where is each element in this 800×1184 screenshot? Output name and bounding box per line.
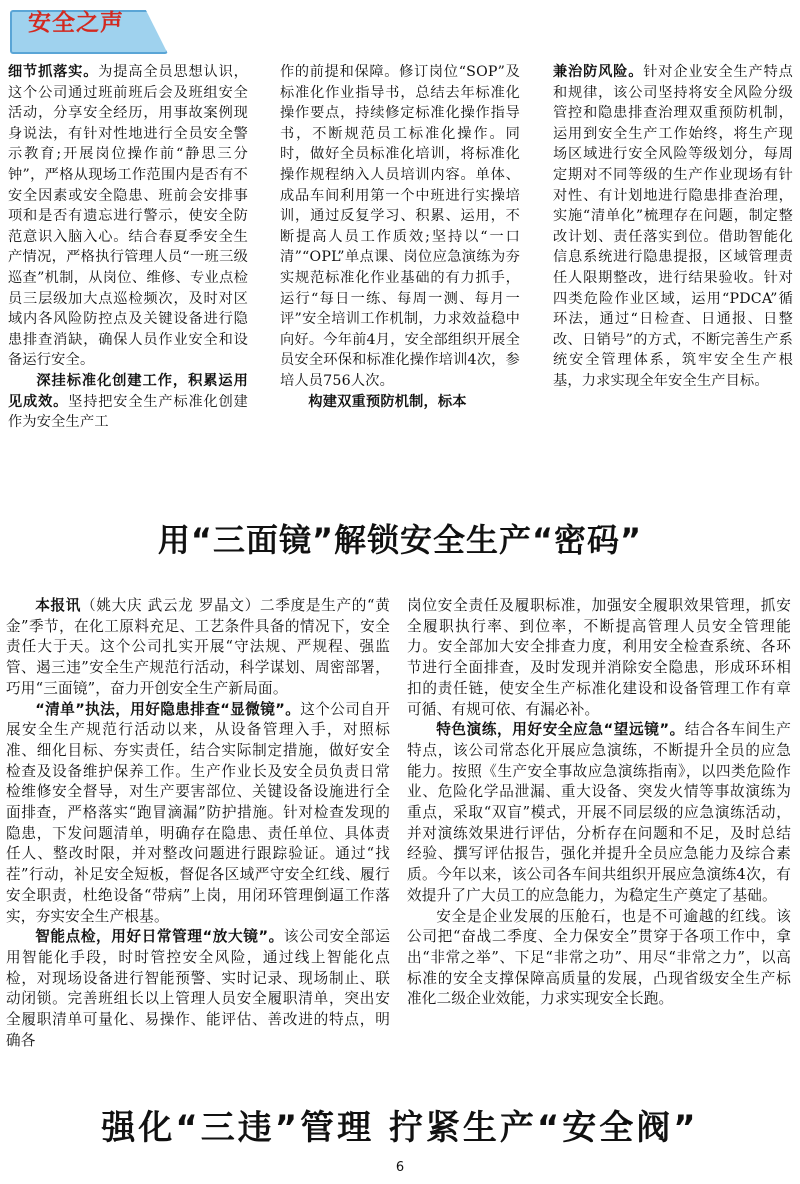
top-article-column-1 — [8, 62, 248, 433]
section-badge-label: 安全之声 — [28, 10, 124, 36]
paragraph-text: 安全是企业发展的压舱石，也是不可逾越的红线。该公司把“奋战二季度、全力保安全”贯穿于各项工作中，拿出“非常之举”、下足“非常之功”、用尽“非常之力”，以高标准的安全支撑保障高质量的发展，凸现省级安全生产标准化二级企业效能，力求实现安全长跑。 — [407, 907, 791, 1008]
paragraph-lead: 兼治防风险。 — [553, 64, 644, 80]
paragraph-text: 为提高全员思想认识，这个公司通过班前班后会及班组安全活动，分享安全经历，用事故案例现身说法，有针对性地进行全员安全警示教育;开展岗位操作前“静思三分钟”，严格从现场工作范围内是否有不安全因素或安全隐患、班前会安排事项和是否有遗忘进行警示，使安全防范意识入脑入心。结合春夏季安全生产情况，严格执行管理人员“一班三级巡查”机制，从岗位、维修、专业点检员三层级加大点巡检频次，及时对区域内各风险防控点及关键设备进行隐患排查消缺，确保人员作业安全和设备运行安全。 — [8, 64, 248, 369]
paragraph-lead: 本报讯 — [35, 597, 82, 614]
paragraph — [407, 596, 791, 720]
paragraph-text: 坚持把安全生产标准化创建作为安全生产工 — [8, 393, 248, 431]
paragraph — [8, 371, 248, 433]
paragraph-lead: 细节抓落实。 — [8, 64, 99, 80]
page-number: 6 — [395, 1160, 405, 1175]
paragraph — [407, 720, 791, 906]
paragraph-lead: 构建双重预防机制，标本 — [308, 393, 467, 410]
paragraph — [8, 62, 248, 371]
top-article-column-3 — [553, 62, 793, 392]
bottom-headline: 强化“三违”管理 拧紧生产“安全阀” — [101, 1108, 699, 1148]
paragraph-lead: 深挂标准化创建工作，积累运用见成效。 — [8, 372, 248, 410]
paragraph-text: （姚大庆 武云龙 罗晶文）二季度是生产的“黄金”季节，在化工原料充足、工艺条件具备的情况下，安全责任大于天。这个公司扎实开展“守法规、严规程、强监管、遏三违”安全生产规范行活动，科学谋划、周密部署，巧用“三面镜”，奋力开创安全生产新局面。 — [6, 597, 390, 697]
paragraph-text: 岗位安全责任及履职标准，加强安全履职效果管理，抓安全履职执行率、到位率，不断提高管理人员安全管理能力。安全部加大安全排查力度，利用安全检查系统、各环节进行全面排查，及时发现并消除安全隐患，形成环环相扣的责任链，使安全生产标准化建设和设备管理工作有章可循、有规可依、有漏必补。 — [407, 597, 791, 718]
paragraph-lead: 特色演练，用好安全应急“望远镜”。 — [436, 721, 685, 739]
paragraph — [407, 907, 791, 1011]
top-article-column-2 — [280, 62, 520, 412]
paragraph-text: 作的前提和保障。修订岗位“SOP”及标准化作业指导书，总结去年标准化操作要点，持续修定标准化操作指导书，不断规范员工标准化操作。同时，做好全员标准化培训，将标准化操作规程纳入人员培训内容。单体、成品车间利用第一个中班进行实操培训，通过反复学习、积累、运用，不断提高人员工作质效;坚持以“一口清”“OPL”单点课、岗位应急演练为夯实规范标准化作业基础的有力抓手，运行“每日一练、每周一测、每月一评”安全培训工作机制，力求效益稳中向好。今年前4月，安全部组织开展全员安全环保和标准化操作培训4次，参培人员756人次。 — [280, 64, 520, 389]
paragraph — [280, 62, 520, 392]
paragraph — [6, 700, 390, 928]
paragraph-lead: “清单”执法，用好隐患排查“显微镜”。 — [35, 700, 301, 718]
paragraph-text: 这个公司自开展安全生产规范行活动以来，从设备管理入手，对照标准、细化目标、夯实责任，结合实际制定措施，做好安全检查及设备维护保养工作。生产作业长及安全员负责日常检维修安全督导，对生产要害部位、关键设备设施进行全面排查，严格落实“跑冒滴漏”防护措施。针对检查发现的隐患，下发问题清单，明确存在隐患、责任单位、具体责任人、整改时限，并对整改问题进行跟踪验证。通过“找茬”行动，补足安全短板，督促各区域严守安全红线、履行安全职责，杜绝设备“带病”上岗，用闭环管理倒逼工作落实，夯实安全生产根基。 — [6, 700, 391, 925]
paragraph — [553, 62, 793, 392]
paragraph-lead: 智能点检，用好日常管理“放大镜”。 — [35, 928, 284, 946]
paragraph — [6, 596, 390, 700]
main-article-column-1 — [6, 596, 390, 1051]
paragraph — [280, 392, 520, 413]
article-title: 用“三面镜”解锁安全生产“密码” — [157, 521, 643, 559]
paragraph — [6, 927, 390, 1051]
paragraph-text: 结合各车间生产特点，该公司常态化开展应急演练，不断提升全员的应急能力。按照《生产安全事故应急演练指南》，以四类危险作业、危险化学品泄漏、重大设备、突发火情等事故演练为重点，采取“双盲”模式，开展不同层级的应急演练活动，并对演练效果进行评估，分析存在问题和不足，及时总结经验、撰写评估报告，强化并提升全员应急能力及综合素质。今年以来，该公司各车间共组织开展应急演练4次，有效提升了广大员工的应急能力，为稳定生产奠定了基础。 — [407, 721, 791, 904]
paragraph-text: 该公司安全部运用智能化手段，时时管控安全风险，通过线上智能化点检，对现场设备进行智能预警、实时记录、现场制止、联动闭锁。完善班组长以上管理人员安全履职清单，突出安全履职清单可量化、易操作、能评估、善改进的特点，明确各 — [6, 928, 390, 1049]
paragraph-text: 针对企业安全生产特点和规律，该公司坚持将安全风险分级管控和隐患排查治理双重预防机制，运用到安全生产工作始终，将生产现场区域进行安全风险等级划分，每周定期对不同等级的生产作业现场有针对性、有计划地进行隐患排查治理，实施“清单化”梳理存在问题，制定整改计划、责任落实到位。借助智能化信息系统进行隐患提报，区域管理责任人限期整改，进行结果验收。针对四类危险作业区域，运用“PDCA”循环法，通过“日检查、日通报、日整改、日销号”的方式，不断完善生产系统安全管理体系，筑牢安全生产根基，力求实现全年安全生产目标。 — [553, 64, 793, 389]
main-article-column-2 — [407, 596, 791, 1010]
